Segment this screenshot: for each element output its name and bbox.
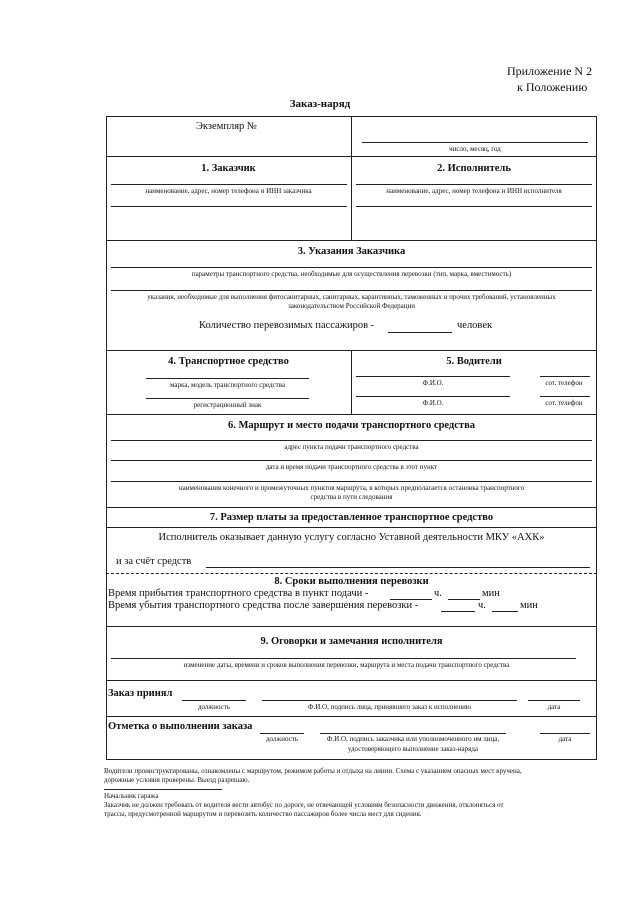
completion-mark-label: Отметка о выполнении заказа bbox=[108, 721, 253, 732]
completion-position-caption: должность bbox=[265, 735, 299, 743]
accepted-signature-caption: Ф.И.О, подпись лица, принявшего заказ к исполнению bbox=[307, 703, 472, 711]
sec4-title: 4. Транспортное средство bbox=[168, 356, 289, 367]
route-points-caption-b: средства в пути следования bbox=[310, 493, 393, 501]
sec3-title: 3. Указания Заказчика bbox=[297, 246, 406, 257]
remarks-line[interactable] bbox=[111, 658, 576, 659]
accepted-date-caption: дата bbox=[547, 703, 561, 711]
pickup-time-line[interactable] bbox=[111, 460, 592, 461]
vehicle-params-line[interactable] bbox=[111, 267, 592, 268]
briefing-note-line1: Водители проинструктированы, ознакомлены с маршрутом, режимом работы и отдыха на линии. Схема с указанием опасных мест вручена, bbox=[104, 767, 522, 775]
plate-number-caption: регистрационный знак bbox=[193, 401, 262, 409]
order-accepted-label: Заказ принял bbox=[108, 688, 173, 699]
driver1-phone-caption: сот. телефон bbox=[545, 379, 583, 387]
appendix-regulation: к Положению bbox=[517, 80, 588, 94]
accepted-position-caption: должность bbox=[197, 703, 231, 711]
row-divider bbox=[106, 414, 597, 415]
accepted-signature-line[interactable] bbox=[262, 700, 517, 701]
appendix-number: Приложение N 2 bbox=[507, 64, 593, 78]
vehicle-params-caption: параметры транспортного средства, необходимые для осуществления перевозки (тип, марка, вместимость) bbox=[191, 270, 512, 278]
departure-minutes-unit: мин bbox=[520, 600, 538, 611]
date-caption: число, месяц, год bbox=[449, 145, 501, 153]
row-divider bbox=[106, 626, 597, 627]
completion-signature-caption-a: Ф.И.О, подпись заказчика или уполномоченного им лица, bbox=[326, 735, 500, 743]
remarks-caption: изменение даты, времени и сроков выполнения перевозки, маршрута и места подачи транспортного средства bbox=[183, 661, 510, 669]
row-divider bbox=[106, 716, 597, 717]
sec1-title: 1. Заказчик bbox=[201, 163, 256, 174]
driver2-name-line[interactable] bbox=[356, 396, 510, 397]
row-divider bbox=[106, 527, 597, 528]
sec6-title: 6. Маршрут и место подачи транспортного средства bbox=[227, 420, 475, 431]
sec7-title: 7. Размер платы за предоставленное транспортное средство bbox=[209, 512, 494, 523]
departure-minutes-field[interactable] bbox=[492, 611, 518, 612]
sec9-title: 9. Оговорки и замечания исполнителя bbox=[260, 636, 443, 647]
driver1-phone-line[interactable] bbox=[540, 376, 590, 377]
pickup-address-caption: адрес пункта подачи транспортного средства bbox=[284, 443, 419, 451]
vehicle-model-caption: марка, модель транспортного средства bbox=[170, 381, 285, 389]
safety-note-line1: Заказчик не должен требовать от водителя вести автобус по дороге, не отвечающей условиям безопасности движения, отклоняться от bbox=[104, 801, 504, 809]
copy-number-label: Экземпляр № bbox=[196, 121, 257, 132]
date-line[interactable] bbox=[362, 142, 588, 143]
completion-position-line[interactable] bbox=[260, 733, 304, 734]
driver1-name-caption: Ф.И.О. bbox=[422, 379, 444, 387]
row-divider bbox=[106, 573, 597, 574]
arrival-minutes-field[interactable] bbox=[448, 599, 480, 600]
customer-line-2[interactable] bbox=[111, 206, 347, 207]
completion-signature-line[interactable] bbox=[320, 733, 506, 734]
driver2-phone-line[interactable] bbox=[540, 396, 590, 397]
passengers-unit: человек bbox=[457, 320, 493, 331]
route-points-line[interactable] bbox=[111, 481, 592, 482]
garage-signature-line[interactable] bbox=[104, 789, 222, 790]
requirements-caption-b: законодательством Российской Федерации bbox=[287, 302, 416, 310]
arrival-time-label: Время прибытия транспортного средства в пункт подачи - bbox=[108, 588, 369, 599]
service-statement: Исполнитель оказывает данную услугу согласно Уставной деятельности МКУ «АХК» bbox=[158, 532, 545, 543]
row-divider bbox=[106, 680, 597, 681]
sec5-title: 5. Водители bbox=[446, 356, 502, 367]
arrival-hours-unit: ч. bbox=[434, 588, 442, 599]
passengers-label: Количество перевозимых пассажиров - bbox=[199, 320, 375, 331]
pickup-time-caption: дата и время подачи транспортного средства в этот пункт bbox=[265, 463, 438, 471]
driver1-name-line[interactable] bbox=[356, 376, 510, 377]
row-divider bbox=[106, 507, 597, 508]
sec8-title: 8. Сроки выполнения перевозки bbox=[274, 576, 429, 587]
driver2-phone-caption: сот. телефон bbox=[545, 399, 583, 407]
arrival-minutes-unit: мин bbox=[482, 588, 500, 599]
executor-line[interactable] bbox=[356, 184, 592, 185]
top-divider bbox=[351, 116, 352, 156]
row-divider bbox=[106, 240, 597, 241]
requirements-caption-a: указания, необходимые для выполнения фитосанитарных, санитарных, карантинных, таможенных и прочих требований, установленных bbox=[147, 293, 556, 301]
route-points-caption-a: наименования конечного и промежуточных пунктов маршрута, в которых предполагается остановка транспортного bbox=[178, 484, 525, 492]
customer-line[interactable] bbox=[111, 184, 347, 185]
accepted-date-line[interactable] bbox=[528, 700, 580, 701]
driver2-name-caption: Ф.И.О. bbox=[422, 399, 444, 407]
departure-hours-field[interactable] bbox=[441, 611, 475, 612]
passengers-count-field[interactable] bbox=[388, 332, 452, 333]
completion-date-line[interactable] bbox=[540, 733, 590, 734]
departure-hours-unit: ч. bbox=[478, 600, 486, 611]
customer-caption: наименование, адрес, номер телефона и ИНН заказчика bbox=[145, 187, 312, 195]
executor-line-2[interactable] bbox=[356, 206, 592, 207]
sec2-title: 2. Исполнитель bbox=[437, 163, 511, 174]
completion-date-caption: дата bbox=[558, 735, 572, 743]
document-title: Заказ-наряд bbox=[289, 98, 351, 110]
requirements-line[interactable] bbox=[111, 290, 592, 291]
funding-source-field[interactable] bbox=[206, 567, 590, 568]
completion-signature-caption-b: удостоверяющего выполнение заказ-наряда bbox=[347, 745, 479, 753]
garage-head-label: Начальник гаража bbox=[104, 792, 159, 800]
accepted-position-line[interactable] bbox=[182, 700, 246, 701]
plate-number-line[interactable] bbox=[146, 398, 309, 399]
funding-label: и за счёт средств bbox=[116, 556, 192, 567]
departure-time-label: Время убытия транспортного средства после завершения перевозки - bbox=[108, 600, 419, 611]
executor-caption: наименование, адрес, номер телефона и ИНН исполнителя bbox=[386, 187, 562, 195]
vehicle-model-line[interactable] bbox=[146, 378, 309, 379]
briefing-note-line2: дорожные условия проверены. Выезд разрешаю. bbox=[104, 776, 250, 784]
pickup-address-line[interactable] bbox=[111, 440, 592, 441]
safety-note-line2: трассы, предусмотренной маршрутом и перевозить количество пассажиров более числа мест для сидения. bbox=[104, 810, 422, 818]
